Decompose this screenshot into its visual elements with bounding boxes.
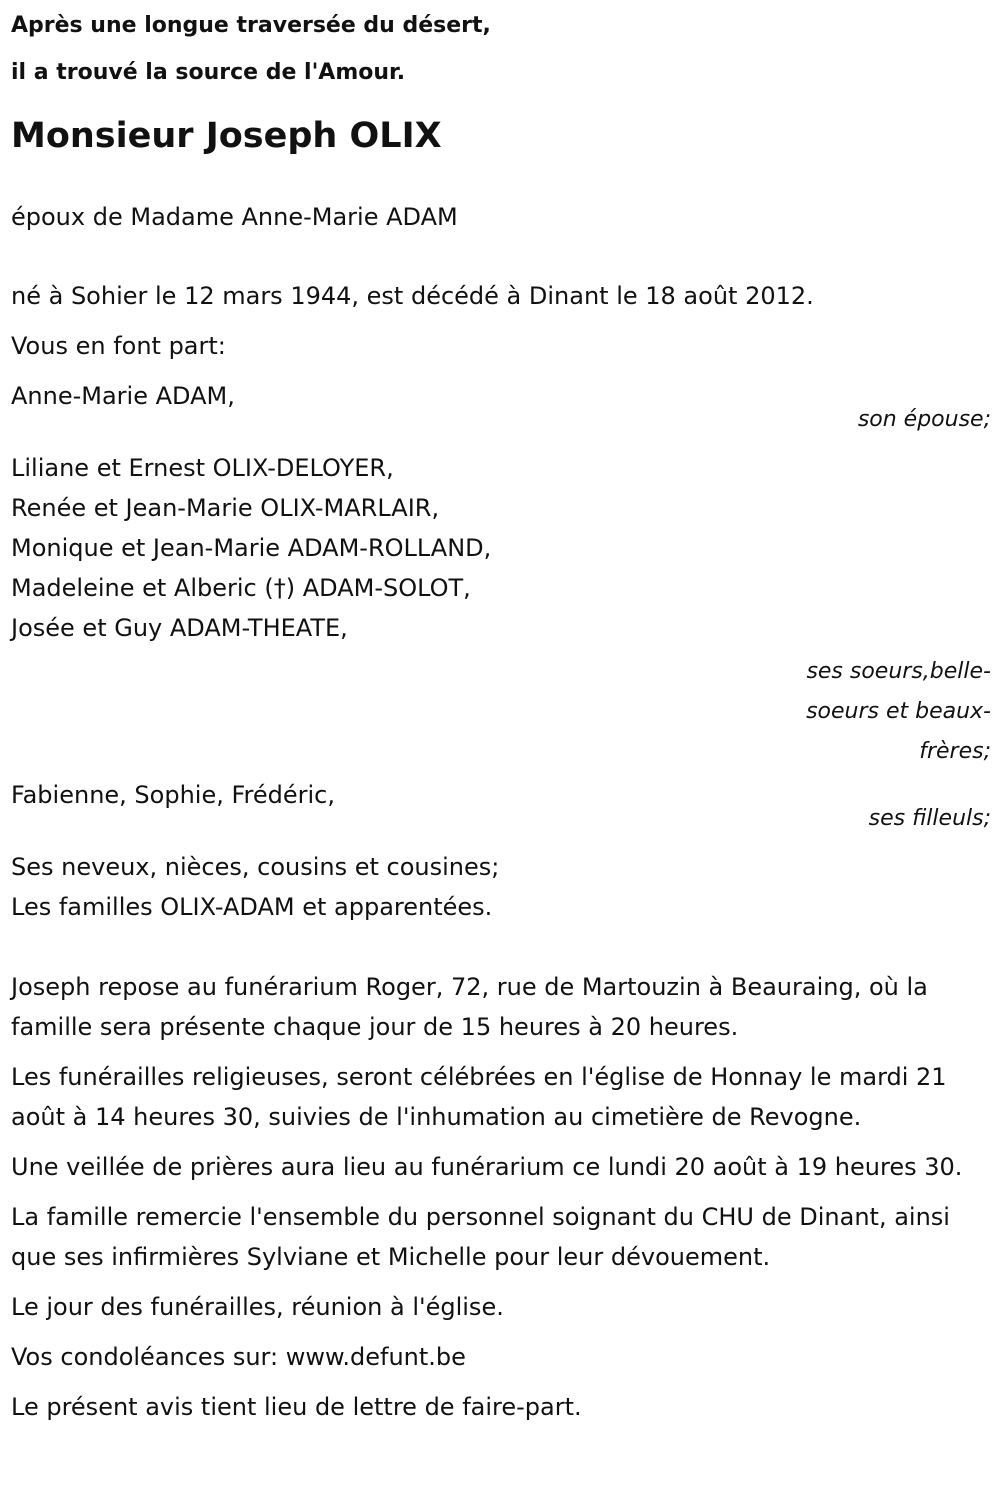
relation-label: ses filleuls;: [868, 806, 991, 831]
other-mourners-line: Ses neveux, nièces, cousins et cousines;: [11, 853, 500, 881]
detail-paragraph: Une veillée de prières aura lieu au funérarium ce lundi 20 août à 19 heures 30.: [11, 1153, 963, 1181]
spouse-line: époux de Madame Anne-Marie ADAM: [11, 203, 458, 231]
mourner-name: Fabienne, Sophie, Frédéric,: [11, 781, 335, 809]
detail-paragraph: Le jour des funérailles, réunion à l'église.: [11, 1293, 504, 1321]
detail-paragraph: Joseph repose au funérarium Roger, 72, rue de Martouzin à Beauraing, où la famille sera présente chaque jour de 15 heures à 20 heures.: [11, 973, 928, 1041]
mourner-name: Josée et Guy ADAM-THEATE,: [11, 614, 348, 642]
deceased-name: Monsieur Joseph OLIX: [11, 116, 442, 156]
other-mourners-line: Les familles OLIX-ADAM et apparentées.: [11, 893, 493, 921]
epigraph-line-2: il a trouvé la source de l'Amour.: [11, 60, 406, 85]
detail-paragraph: Le présent avis tient lieu de lettre de faire-part.: [11, 1393, 582, 1421]
epigraph: [11, 0, 991, 97]
mourner-name: Renée et Jean-Marie OLIX-MARLAIR,: [11, 494, 440, 522]
birth-death-line: né à Sohier le 12 mars 1944, est décédé à Dinant le 18 août 2012.: [11, 282, 814, 310]
condolences-paragraph: Vos condoléances sur: www.defunt.be: [11, 1343, 466, 1371]
mourner-name: Anne-Marie ADAM,: [11, 382, 235, 410]
epigraph-line-1: Après une longue traversée du désert,: [11, 13, 491, 38]
relation-label: son épouse;: [857, 407, 991, 432]
detail-paragraph: La famille remercie l'ensemble du personnel soignant du CHU de Dinant, ainsi que ses infirmières Sylviane et Michelle pour leur dévouement.: [11, 1203, 950, 1271]
mourner-group-spouse: [11, 376, 991, 440]
detail-paragraph: Les funérailles religieuses, seront célébrées en l'église de Honnay le mardi 21 août à 14 heures 30, suivies de l'inhumation au cimetière de Revogne.: [11, 1063, 947, 1131]
mourner-name: Liliane et Ernest OLIX-DELOYER,: [11, 454, 394, 482]
announcement-line: Vous en font part:: [11, 332, 226, 360]
relation-label: ses soeurs,belle-soeurs et beaux-frères;: [806, 659, 991, 764]
practical-details: [11, 967, 991, 1427]
other-mourners: [11, 847, 991, 927]
mourner-group-godchildren: [11, 775, 991, 839]
obituary-notice: [11, 0, 991, 1427]
mourner-name: Monique et Jean-Marie ADAM-ROLLAND,: [11, 534, 492, 562]
mourner-group-siblings: [11, 448, 991, 772]
mourner-name: Madeleine et Alberic (†) ADAM-SOLOT,: [11, 574, 471, 602]
